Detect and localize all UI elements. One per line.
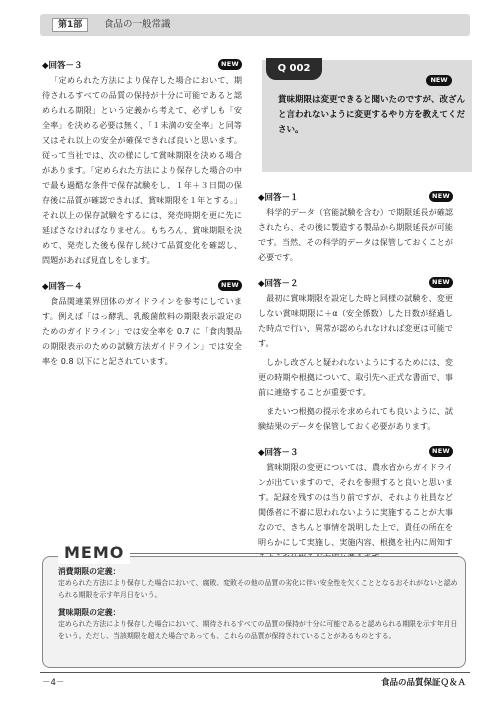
memo-rule xyxy=(128,553,458,554)
answer-label: ◆回答－４ xyxy=(42,282,83,292)
answer-header xyxy=(258,190,453,204)
answer-label: ◆回答－３ xyxy=(42,61,83,71)
new-badge: NEW xyxy=(218,280,242,291)
answer-text: 最初に賞味期限を設定した時と同様の試験を、変更しない賞味期限に＋α（安全係数）した日数が経過した時点で行い、異常が認められなければ変更は可能です。 xyxy=(258,293,453,348)
answer-header xyxy=(42,279,242,293)
answer-label: ◆回答－２ xyxy=(258,279,299,289)
footer-rule xyxy=(40,672,470,673)
answer-text: 食品関連業界団体のガイドラインを参考にしています。例えば「はっ酵乳、乳酸菌飲料の期限表示設定のためのガイドライン」では安全率を 0.7 に「食肉製品の期限表示のための試験方法ガイドライン」では安全率を 0.8 以下にと記されています。 xyxy=(42,296,242,366)
left-column xyxy=(42,58,242,369)
new-badge: NEW xyxy=(426,75,452,86)
memo-definition: 定められた方法により保存した場合において、腐敗、変敗その他の品質の劣化に伴い安全性を欠くこととなるおそれがないと認められる期限を示す年月日をいう。 xyxy=(58,579,458,599)
answer-text: しかし改ざんと疑われないようにするためには、変更の時期や根拠について、取引先へ正式な書面で、事前に連絡することが重要です。 xyxy=(258,357,453,397)
memo-term: 消費期限の定義： xyxy=(58,567,121,576)
memo-term: 賞味期限の定義： xyxy=(58,608,121,617)
memo-body xyxy=(58,566,460,642)
answer-text: 賞味期限の変更については、農水省からガイドラインが出ていますので、それを参照すると良いと思います。記録を残すのは当り前ですが、それより社員など関係者に不審に思われないように実施することが大事なので、きちんと事情を説明した上で、責任の所在を明らかにして実施し、実施内容、根拠を社内に周知す xyxy=(258,462,453,547)
memo-definition: 定められた方法により保存した場合において、期待されるすべての品質の保持が十分に可能であると認められる期限を示す年月日をいう。ただし、当該期限を超えた場合であっても、これらの品質が保持されていることがあるものとする。 xyxy=(58,620,458,640)
answer-text: 「定められた方法により保存した場合において、期待されるすべての品質の保持が十分に可能であると認められる期限」という定義から考えて、必ずしも「安全率」を決める必要は無く、「１未満の安全率」と同等又はそれ以上の安全が確保できれば良いと思います。従って当社では、次の様にして賞味期限を決める場合があります。「定められた方法により保存した場合の中で最も過酷な条件で保存試験をし、１年＋３日間の保存後に品質が確認できれば、賞味期限を１年とする。」それ以上の保存試験をするには、発売時期を更に先に延ばさなければなりません。もちろん、賞味期限を決めて、発売した後も保存し続けて品質変化を確認し、問題があれば見直しをします。 xyxy=(42,75,242,265)
answer-label: ◆回答－３ xyxy=(258,448,299,458)
answer-block xyxy=(258,190,453,265)
new-badge: NEW xyxy=(429,191,453,202)
answer-text: 科学的データ（官能試験を含む）で期限延長が確認されたら、その後に製造する製品から期限延長が可能です。当然、その科学的データは保管しておくことが必要です。 xyxy=(258,207,453,262)
answer-block xyxy=(42,58,242,268)
page-number: －4－ xyxy=(42,678,65,688)
answer-text: またいつ根拠の提示を求められても良いように、試験結果のデータを保管しておく必要があります。 xyxy=(258,406,453,431)
new-badge: NEW xyxy=(429,446,453,457)
answer-block xyxy=(42,279,242,369)
question-text: 賞味期限は変更できると聞いたのですが、改ざんと言われないように変更するやり方を教えてください。 xyxy=(278,95,466,135)
memo-label: MEMO xyxy=(58,542,130,564)
right-column xyxy=(258,190,453,565)
answer-label: ◆回答－１ xyxy=(258,193,299,203)
answer-header xyxy=(258,445,453,459)
part-label: 第1部 xyxy=(52,18,88,32)
book-title: 食品の品質保証Ｑ＆Ａ xyxy=(380,678,466,688)
answer-header xyxy=(42,58,242,72)
chapter-title: 食品の一般常識 xyxy=(104,19,171,30)
new-badge: NEW xyxy=(218,59,242,70)
question-number-tag: Q 002 xyxy=(266,58,322,80)
answer-block xyxy=(258,445,453,565)
new-badge: NEW xyxy=(429,277,453,288)
answer-block xyxy=(258,276,453,434)
answer-header xyxy=(258,276,453,290)
